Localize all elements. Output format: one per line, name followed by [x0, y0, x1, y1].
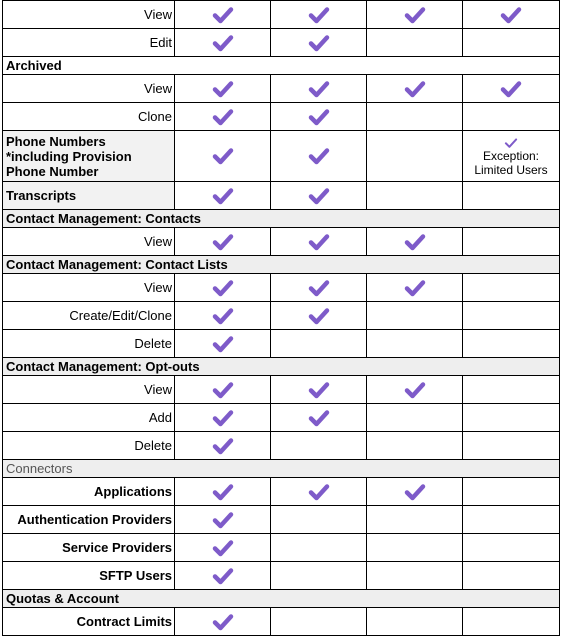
- check-icon: [404, 80, 426, 98]
- permission-cell: [271, 131, 367, 182]
- permission-cell: [175, 404, 271, 432]
- permission-cell: [271, 608, 367, 636]
- permission-cell: [367, 131, 463, 182]
- row-label-transcripts: Transcripts: [3, 182, 175, 210]
- permission-cell: [175, 131, 271, 182]
- permissions-table: [2, 0, 560, 636]
- permission-cell: [271, 404, 367, 432]
- permission-cell: [175, 376, 271, 404]
- row-label-clone: Clone: [3, 103, 175, 131]
- exception-note: Exception: Limited Users: [474, 149, 548, 177]
- permission-cell: [271, 29, 367, 57]
- table-row: [3, 75, 560, 103]
- permission-cell: [175, 506, 271, 534]
- permission-cell: [463, 608, 560, 636]
- check-icon: [308, 233, 330, 251]
- permission-cell: [367, 274, 463, 302]
- permission-cell: [463, 182, 560, 210]
- permission-cell: [367, 29, 463, 57]
- permission-cell: [175, 534, 271, 562]
- row-label-authentication-providers: Authentication Providers: [3, 506, 175, 534]
- permission-cell: [367, 608, 463, 636]
- check-icon: [404, 6, 426, 24]
- check-icon: [500, 6, 522, 24]
- permission-cell: [271, 302, 367, 330]
- permission-cell: [271, 478, 367, 506]
- table-row: [3, 131, 560, 182]
- check-icon: [212, 187, 234, 205]
- section-title: Contact Management: Contacts: [3, 210, 560, 228]
- permission-cell: [271, 432, 367, 460]
- check-icon: [212, 34, 234, 52]
- row-label-add: Add: [3, 404, 175, 432]
- table-row: [3, 506, 560, 534]
- permission-cell: [463, 562, 560, 590]
- check-icon: [404, 483, 426, 501]
- check-icon: [308, 34, 330, 52]
- row-label-delete: Delete: [3, 432, 175, 460]
- section-header-contact-management-contact-lists: [3, 256, 560, 274]
- check-icon: [212, 511, 234, 529]
- permission-cell: [463, 534, 560, 562]
- permission-cell: [175, 274, 271, 302]
- permission-cell: [271, 534, 367, 562]
- permission-cell: [463, 103, 560, 131]
- permission-cell: [463, 302, 560, 330]
- check-icon: [308, 409, 330, 427]
- row-label-delete: Delete: [3, 330, 175, 358]
- row-label-view: View: [3, 1, 175, 29]
- table-row: [3, 376, 560, 404]
- check-icon: [212, 147, 234, 165]
- permission-cell: [463, 330, 560, 358]
- permission-cell: [175, 1, 271, 29]
- permission-cell: [367, 1, 463, 29]
- permission-cell: [175, 182, 271, 210]
- permission-cell: [463, 75, 560, 103]
- section-title: Contact Management: Opt-outs: [3, 358, 560, 376]
- section-title: Connectors: [3, 460, 560, 478]
- check-icon: [212, 233, 234, 251]
- row-label-create-edit-clone: Create/Edit/Clone: [3, 302, 175, 330]
- table-row: [3, 302, 560, 330]
- permission-cell: [271, 274, 367, 302]
- permission-cell: [271, 103, 367, 131]
- check-icon: [308, 279, 330, 297]
- permission-cell: [463, 29, 560, 57]
- permission-cell: [367, 103, 463, 131]
- check-icon: [308, 80, 330, 98]
- permission-cell: [367, 404, 463, 432]
- table-row: [3, 562, 560, 590]
- table-row: [3, 608, 560, 636]
- check-icon: [212, 483, 234, 501]
- permission-cell: [271, 1, 367, 29]
- row-label-view: View: [3, 274, 175, 302]
- check-icon: [212, 80, 234, 98]
- permission-cell: [463, 376, 560, 404]
- permissions-table-body: [3, 1, 560, 636]
- table-row: [3, 534, 560, 562]
- permission-cell: [175, 330, 271, 358]
- check-icon: [404, 233, 426, 251]
- permission-cell: [367, 330, 463, 358]
- row-label-service-providers: Service Providers: [3, 534, 175, 562]
- permission-cell: [271, 506, 367, 534]
- permission-cell: [175, 29, 271, 57]
- permission-cell: [175, 228, 271, 256]
- table-row: [3, 103, 560, 131]
- permission-cell: [367, 506, 463, 534]
- permission-cell: [175, 432, 271, 460]
- section-header-contact-management-opt-outs: [3, 358, 560, 376]
- check-icon: [212, 6, 234, 24]
- check-icon: [308, 307, 330, 325]
- check-icon: [212, 108, 234, 126]
- section-title: Quotas & Account: [3, 590, 560, 608]
- permission-cell: [175, 103, 271, 131]
- permission-cell: [463, 478, 560, 506]
- check-icon: [308, 147, 330, 165]
- permission-cell: [271, 75, 367, 103]
- row-label-sftp-users: SFTP Users: [3, 562, 175, 590]
- row-label-phone-numbers: Phone Numbers *including Provision Phone Number: [3, 131, 175, 182]
- permission-cell: [367, 75, 463, 103]
- permission-cell: [463, 506, 560, 534]
- section-header-connectors: [3, 460, 560, 478]
- permission-cell: [367, 534, 463, 562]
- permission-cell: [175, 302, 271, 330]
- table-row: [3, 404, 560, 432]
- check-icon: [404, 279, 426, 297]
- table-row: [3, 478, 560, 506]
- row-label-view: View: [3, 228, 175, 256]
- table-row: [3, 228, 560, 256]
- permission-cell: [367, 562, 463, 590]
- permission-cell: [271, 376, 367, 404]
- permission-cell: [463, 274, 560, 302]
- table-row: [3, 182, 560, 210]
- permission-cell: [175, 608, 271, 636]
- permission-cell: [463, 404, 560, 432]
- check-icon: [308, 6, 330, 24]
- table-row: [3, 274, 560, 302]
- check-icon: [212, 279, 234, 297]
- section-header-quotas-account: [3, 590, 560, 608]
- row-label-edit: Edit: [3, 29, 175, 57]
- permission-cell: [367, 228, 463, 256]
- section-title: Archived: [3, 57, 560, 75]
- check-icon: [212, 437, 234, 455]
- row-label-view: View: [3, 376, 175, 404]
- permission-cell: [463, 432, 560, 460]
- permission-cell: [367, 376, 463, 404]
- table-row: [3, 432, 560, 460]
- check-icon: [308, 483, 330, 501]
- section-title: Contact Management: Contact Lists: [3, 256, 560, 274]
- permission-cell: [271, 562, 367, 590]
- permission-cell: [463, 228, 560, 256]
- permission-cell: [175, 478, 271, 506]
- check-icon: [212, 409, 234, 427]
- check-icon: [212, 539, 234, 557]
- table-row: [3, 29, 560, 57]
- permission-cell: [463, 1, 560, 29]
- permission-cell: [271, 228, 367, 256]
- check-icon: [500, 80, 522, 98]
- check-icon: [308, 187, 330, 205]
- check-icon: [212, 307, 234, 325]
- check-icon: [504, 137, 518, 149]
- section-header-contact-management-contacts: [3, 210, 560, 228]
- table-row: [3, 330, 560, 358]
- check-icon: [212, 381, 234, 399]
- check-icon: [212, 567, 234, 585]
- table-row: [3, 1, 560, 29]
- check-icon: [212, 335, 234, 353]
- permission-cell: [367, 182, 463, 210]
- permission-cell: [367, 302, 463, 330]
- row-label-applications: Applications: [3, 478, 175, 506]
- check-icon: [404, 381, 426, 399]
- permission-cell: [367, 478, 463, 506]
- permission-cell: [175, 75, 271, 103]
- permission-cell: [367, 432, 463, 460]
- check-icon: [308, 381, 330, 399]
- section-header-archived: [3, 57, 560, 75]
- permission-cell: [175, 562, 271, 590]
- check-icon: [212, 613, 234, 631]
- permission-cell: [463, 131, 560, 182]
- row-label-view: View: [3, 75, 175, 103]
- row-label-contract-limits: Contract Limits: [3, 608, 175, 636]
- check-icon: [308, 108, 330, 126]
- permission-cell: [271, 330, 367, 358]
- permission-cell: [271, 182, 367, 210]
